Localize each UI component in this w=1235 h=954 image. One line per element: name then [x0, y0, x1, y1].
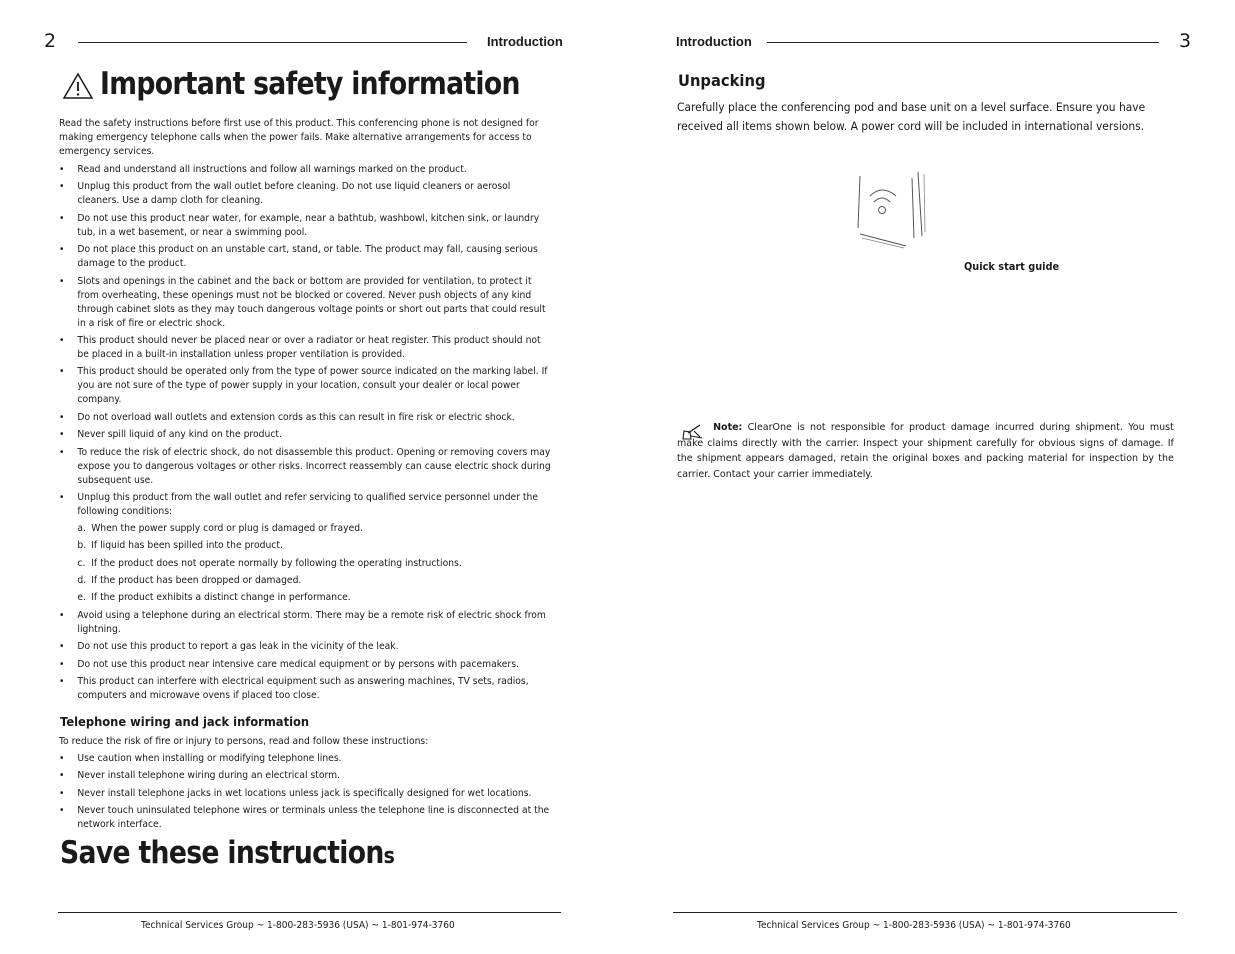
condition-item: d. If the product has been dropped or damaged.: [77, 575, 302, 587]
list-item: • Use caution when installing or modifying telephone lines.: [59, 753, 342, 764]
wiring-heading: Telephone wiring and jack information: [60, 714, 310, 729]
footer-text: Technical Services Group ~ 1-800-283-5936 (USA) ~ 1-801-974-3760: [141, 920, 455, 931]
condition-item: a. When the power supply cord or plug is damaged or frayed.: [77, 522, 364, 534]
list-item: • Do not use this product near intensive care medical equipment or by persons with pacemakers.: [59, 658, 519, 670]
condition-item: b. If liquid has been spilled into the product.: [77, 540, 283, 552]
footer-rule: [58, 912, 561, 913]
list-item: • Unplug this product from the wall outlet before cleaning. Do not use liquid cleaners or aerosol cleaners. Use a damp cloth for cleaning.: [59, 181, 511, 207]
list-item: • This product should be operated only from the type of power source indicated on the marking label. If you are not sure of the type of power supply in your location, consult your dealer or local power company.: [59, 366, 548, 406]
list-item: • To reduce the risk of electric shock, do not disassemble this product. Opening or removing covers may expose you to dangerous voltages or other risks. Incorrect reassembly can cause electric shock during subsequent use.: [59, 446, 551, 486]
header-rule: [78, 42, 467, 43]
list-item: • This product should never be placed near or over a radiator or heat register. This product should not be placed in a built-in installation unless proper ventilation is provided.: [59, 334, 541, 360]
list-item: • Do not use this product near water, for example, near a bathtub, washbowl, kitchen sink, or laundry tub, in a wet basement, or near a swimming pool.: [59, 212, 540, 238]
conditions-list: [77, 522, 551, 606]
safety-list: [59, 163, 551, 703]
safety-content: [59, 117, 551, 706]
quick-start-guide-illustration: [852, 168, 932, 252]
list-item: • Read and understand all instructions and follow all warnings marked on the product.: [59, 164, 467, 175]
unpacking-text: Carefully place the conferencing pod and base unit on a level surface. Ensure you have received all items shown below. A power cord will be included in international versions.: [677, 100, 1146, 133]
list-item: • Never install telephone wiring during an electrical storm.: [59, 770, 341, 782]
condition-item: c. If the product does not operate normally by following the operating instructions.: [77, 557, 462, 569]
running-head: Introduction: [676, 34, 752, 49]
save-instructions-heading: Save these instructions: [60, 835, 395, 871]
list-item: • Avoid using a telephone during an electrical storm. There may be a remote risk of electric shock from lightning.: [59, 609, 546, 635]
list-item: • This product can interfere with electrical equipment such as answering machines, TV sets, radios, computers and microwave ovens if placed too close.: [59, 676, 529, 702]
running-head: Introduction: [487, 34, 563, 49]
footer-rule: [673, 912, 1177, 913]
quick-start-guide-label: Quick start guide: [964, 261, 1060, 273]
page-number: 3: [1179, 30, 1192, 52]
intro-paragraph: Read the safety instructions before first use of this product. This conferencing phone is not designed for making emergency telephone calls when the power fails. Make alternative arrangements for access to emergency services.: [59, 118, 539, 157]
unpacking-heading: Unpacking: [678, 71, 766, 90]
list-item: • Do not place this product on an unstable cart, stand, or table. The product may fall, causing serious damage to the product.: [59, 244, 538, 270]
header-rule: [767, 42, 1159, 43]
page-title: Important safety information: [100, 66, 520, 102]
wiring-list: [59, 752, 551, 832]
condition-item: e. If the product exhibits a distinct change in performance.: [77, 592, 351, 604]
note-label: Note:: [713, 422, 743, 433]
list-item: • Slots and openings in the cabinet and the back or bottom are provided for ventilation, to protect it from overheating, these openings must not be blocked or covered. Never push objects of any kind through cabinet slots as they may touch dangerous voltage points or short out parts that could result in a risk of fire or electric shock.: [59, 275, 546, 329]
list-item: • Never install telephone jacks in wet locations unless jack is specifically designed for wet locations.: [59, 787, 532, 799]
warning-triangle-icon: [61, 71, 95, 101]
list-item: • Do not use this product to report a gas leak in the vicinity of the leak.: [59, 641, 399, 653]
list-item: • Never touch uninsulated telephone wires or terminals unless the telephone line is disconnected at the network interface.: [59, 805, 550, 831]
wiring-content: [59, 735, 551, 836]
wiring-intro: To reduce the risk of fire or injury to persons, read and follow these instructions:: [59, 736, 429, 747]
list-item: • Do not overload wall outlets and extension cords as this can result in fire risk or electric shock.: [59, 411, 515, 423]
list-item: • Never spill liquid of any kind on the product.: [59, 429, 282, 441]
note-block: [677, 420, 1174, 482]
page-number: 2: [44, 30, 57, 52]
list-item: • Unplug this product from the wall outlet and refer servicing to qualified service personnel under the following conditions: a. When the power supply cord or plug is damaged or frayed. b. If liquid has been spilled into the product. c. If the product does not operate normally by following the operating instructions. d. If the product has been dropped or damaged. e. If the product exhibits a distinct change in performance.: [59, 491, 551, 606]
note-text: ClearOne is not responsible for product damage incurred during shipment. You must make claims directly with the carrier. Inspect your shipment carefully for obvious signs of damage. If the shipment appears damaged, retain the original boxes and packing material for inspection by the carrier. Contact your carrier immediately.: [677, 422, 1174, 480]
footer-text: Technical Services Group ~ 1-800-283-5936 (USA) ~ 1-801-974-3760: [757, 920, 1071, 931]
